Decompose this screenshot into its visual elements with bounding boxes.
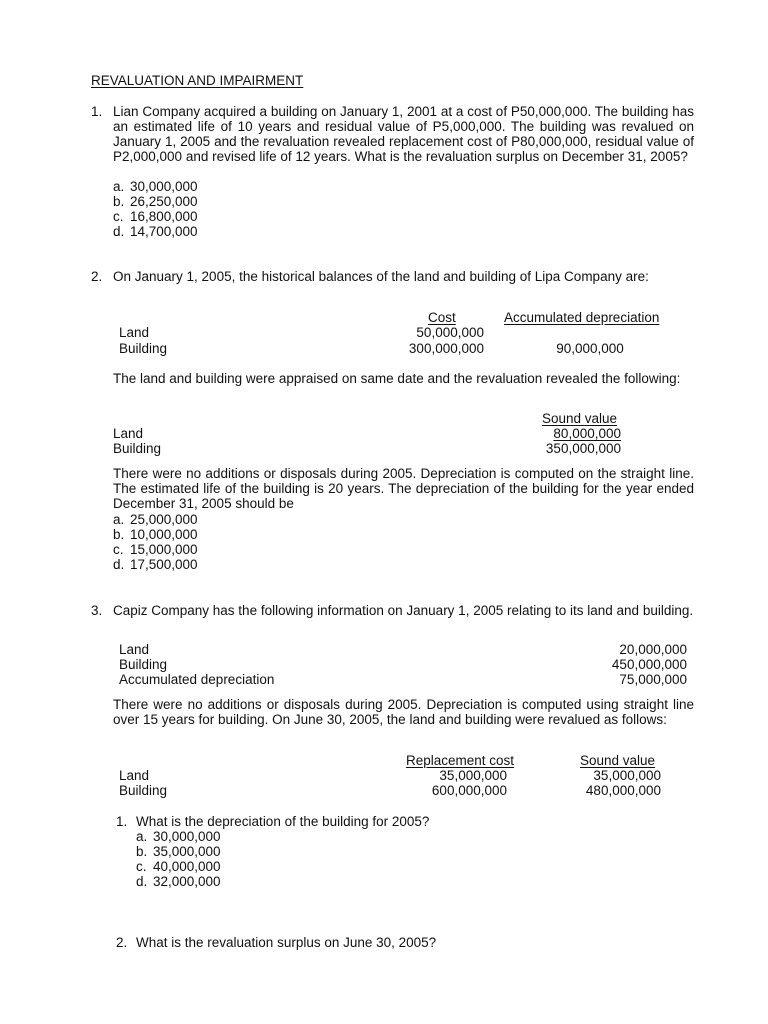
q3-text2: There were no additions or disposals during 2005. Depreciation is computed using straight line over 15 years for building. On June 30, 2005, the land and building were revalued as follows: <box>113 697 694 727</box>
q3-sub1-number: 1. <box>116 814 128 829</box>
q3-t2-row-land-label: Land <box>119 768 150 783</box>
q2-t1-row-building-cost: 300,000,000 <box>408 341 484 356</box>
q3-t1-row-building-label: Building <box>119 657 168 672</box>
q1-option-a: a. 30,000,000 <box>113 179 198 194</box>
q2-text3: There were no additions or disposals during 2005. Depreciation is computed on the straight line. The estimated life of the building is 20 years. The depreciation of the building for the year ended December 31, 2005 should be <box>113 466 694 511</box>
q3-sub2-number: 2. <box>116 935 128 950</box>
q2-col-accumulated-depreciation: Accumulated depreciation <box>504 310 660 325</box>
q2-t1-row-building-accum: 90,000,000 <box>556 341 624 356</box>
q2-text2: The land and building were appraised on same date and the revaluation revealed the following: <box>113 371 681 386</box>
q3-sub1-text: What is the depreciation of the building for 2005? <box>136 814 430 829</box>
q2-option-d: d. 17,500,000 <box>113 557 198 572</box>
q2-option-b: b. 10,000,000 <box>113 527 198 542</box>
q1-option-b: b. 26,250,000 <box>113 194 198 209</box>
q1-number: 1. <box>91 104 103 119</box>
q3-t2-row-building-label: Building <box>119 783 168 798</box>
q3-col-sound-value: Sound value <box>580 753 656 768</box>
q2-col-sound-value: Sound value <box>542 411 618 426</box>
q3-t1-row-accum-value: 75,000,000 <box>619 672 687 687</box>
q3-t1-row-building-value: 450,000,000 <box>611 657 687 672</box>
q2-option-a: a. 25,000,000 <box>113 512 198 527</box>
q2-t2-row-land-sound: 80,000,000 <box>553 426 621 441</box>
q3-sub1-option-d: d. 32,000,000 <box>136 874 221 889</box>
q3-t1-row-accum-label: Accumulated depreciation <box>119 672 275 687</box>
q2-t2-row-land-label: Land <box>113 426 144 441</box>
q3-number: 3. <box>91 603 103 618</box>
q2-t1-row-land-label: Land <box>119 325 150 340</box>
q3-sub2-text: What is the revaluation surplus on June 30, 2005? <box>136 935 437 950</box>
q2-option-c: c. 15,000,000 <box>113 542 198 557</box>
q3-col-replacement-cost: Replacement cost <box>406 753 515 768</box>
document-title: REVALUATION AND IMPAIRMENT <box>91 73 304 88</box>
q3-sub1-option-b: b. 35,000,000 <box>136 844 221 859</box>
q2-t2-row-building-label: Building <box>113 441 162 456</box>
q3-t1-row-land-value: 20,000,000 <box>619 642 687 657</box>
q3-t2-row-building-replacement: 600,000,000 <box>431 783 507 798</box>
q1-option-d: d. 14,700,000 <box>113 224 198 239</box>
q2-t1-row-building-label: Building <box>119 341 168 356</box>
q3-sub1-option-a: a. 30,000,000 <box>136 829 221 844</box>
q3-t2-row-building-sound: 480,000,000 <box>585 783 661 798</box>
q3-sub1-option-c: c. 40,000,000 <box>136 859 221 874</box>
q3-t2-row-land-sound: 35,000,000 <box>593 768 661 783</box>
q2-t1-row-land-cost: 50,000,000 <box>416 325 484 340</box>
q3-t2-row-land-replacement: 35,000,000 <box>439 768 507 783</box>
q2-col-cost: Cost <box>428 310 456 325</box>
q1-option-c: c. 16,800,000 <box>113 209 198 224</box>
q2-number: 2. <box>91 269 103 284</box>
q3-text: Capiz Company has the following information on January 1, 2005 relating to its land and building. <box>113 603 694 618</box>
q2-text: On January 1, 2005, the historical balances of the land and building of Lipa Company are: <box>113 269 649 284</box>
q1-text: Lian Company acquired a building on January 1, 2001 at a cost of P50,000,000. The building has an estimated life of 10 years and residual value of P5,000,000. The building was revalued on January 1, 2005 and the revaluation revealed replacement cost of P80,000,000, residual value of P2,000,000 and revised life of 12 years. What is the revaluation surplus on December 31, 2005? <box>113 104 694 164</box>
q3-t1-row-land-label: Land <box>119 642 150 657</box>
q2-t2-row-building-sound: 350,000,000 <box>545 441 621 456</box>
